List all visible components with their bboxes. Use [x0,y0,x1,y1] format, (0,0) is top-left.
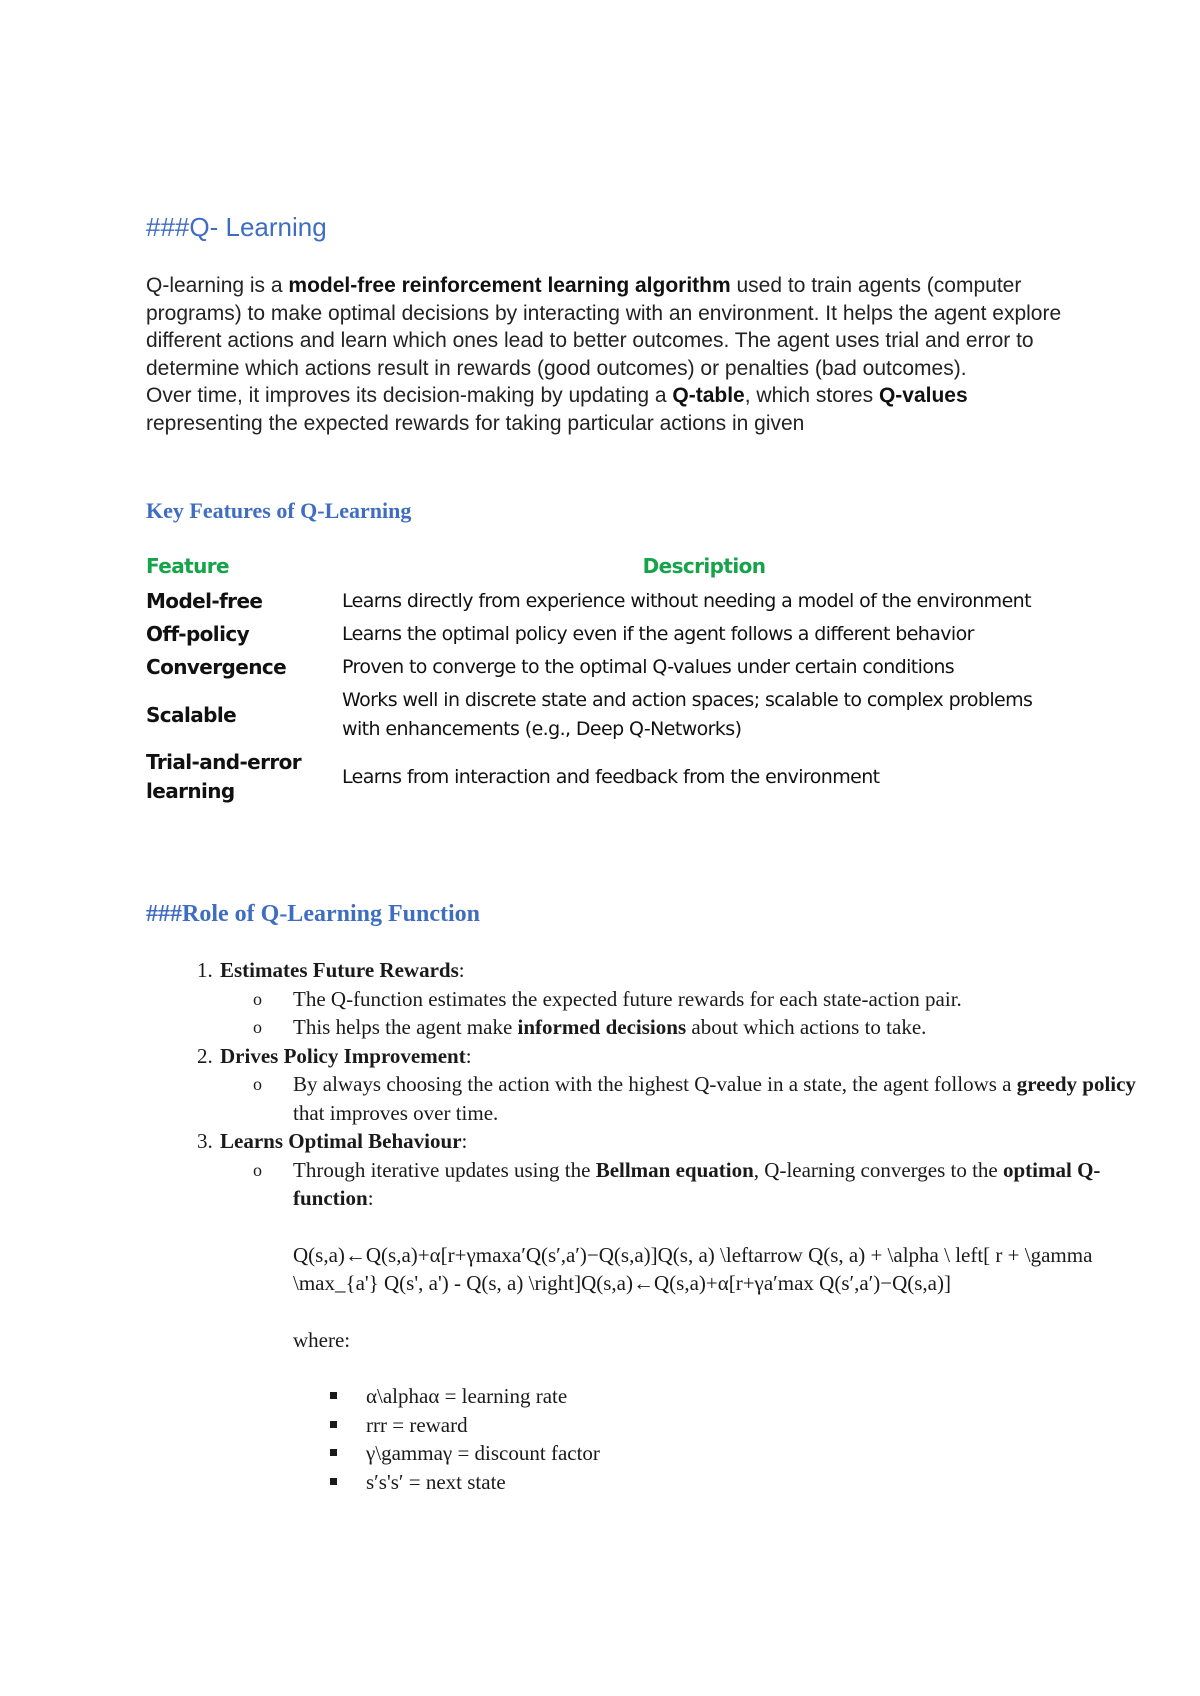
sub-list [220,1070,1138,1127]
feature-cell: Scalable [146,702,237,727]
description-cell: Proven to converge to the optimal Q-values under certain conditions [342,656,955,678]
where-label: where: [293,1327,351,1352]
key-features-heading: Key Features of Q-Learning [146,498,412,523]
description-cell: Learns the optimal policy even if the agent follows a different behavior [342,623,974,645]
feature-column-header: Feature [146,554,229,578]
feature-cell: Convergence [146,655,287,679]
sub-list-item: o Through iterative updates using the Bellman equation, Q-learning converges to the optimal Q-function: Q(s,a)←Q(s,a)+α[r+γmaxa′Q(s′,a′)−Q(s,a)]Q(s, a) \leftarrow Q(s, a) + \alpha \ left[ r + \gamma \max_{a'} Q(s', a') - Q(s, a) \right]Q(s,a)←Q(s,a)+α[r+γa′max Q(s′,a′)−Q(s,a)] where: α\alphaα = learning rate rrr = reward γ\gammaγ = discount factor s′s's′ = next state [293,1156,1138,1497]
bellman-formula: Q(s,a)←Q(s,a)+α[r+γmaxa′Q(s′,a′)−Q(s,a)]Q(s, a) \leftarrow Q(s, a) + \alpha \ left[ r + \gamma \max_{a'} Q(s', a') - Q(s, a) \right]Q(s,a)←Q(s,a)+α[r+γa′max Q(s′,a′)−Q(s,a)] [293,1242,1093,1295]
sub-list [220,1156,1138,1497]
sub-list-item: o This helps the agent make informed decisions about which actions to take. [293,1013,1138,1042]
description-column-header: Description [642,554,766,578]
intro-paragraph-1: Q-learning is a model-free reinforcement learning algorithm used to train agents (computer programs) to make optimal decisions by interacting with an environment. It helps the agent explore different actions and learn which ones lead to better outcomes. The agent uses trial and error to determine which actions result in rewards (good outcomes) or penalties (bad outcomes). [146,274,1062,380]
definition-item: α\alphaα = learning rate [366,1382,1138,1411]
list-item: 1. Estimates Future Rewards: o The Q-function estimates the expected future rewards for each state-action pair. o This helps the agent make informed decisions about which actions to take. [218,956,1138,1042]
table-row [146,620,1066,653]
description-cell: Works well in discrete state and action spaces; scalable to complex problems with enhancements (e.g., Deep Q-Networks) [342,689,1033,740]
definitions-list [293,1382,1138,1496]
list-item: 3. Learns Optimal Behaviour: o Through iterative updates using the Bellman equation, Q-learning converges to the optimal Q-function: Q(s,a)←Q(s,a)+α[r+γmaxa′Q(s′,a′)−Q(s,a)]Q(s, a) \leftarrow Q(s, a) + \alpha \ left[ r + \gamma \max_{a'} Q(s', a') - Q(s, a) \right]Q(s,a)←Q(s,a)+α[r+γa′max Q(s′,a′)−Q(s,a)] where: α\alphaα = learning rate rrr = reward γ\gammaγ = discount factor s′s's′ = next state [218,1127,1138,1496]
square-bullet-icon [330,1478,337,1485]
feature-cell: Off-policy [146,622,250,646]
description-cell: Learns from interaction and feedback from the environment [342,765,880,788]
feature-cell: Model-free [146,589,263,613]
role-heading: ###Role of Q-Learning Function [146,901,480,927]
sub-list-item: o By always choosing the action with the highest Q-value in a state, the agent follows a greedy policy that improves over time. [253,1072,1136,1125]
list-item: 2. Drives Policy Improvement: o By always choosing the action with the highest Q-value in a state, the agent follows a greedy policy that improves over time. [218,1042,1138,1128]
page-title: ###Q- Learning [146,212,327,242]
intro-text [146,272,1076,437]
sub-list [220,985,1138,1042]
table-row [146,748,1066,810]
circle-bullet-icon: o [253,1159,262,1180]
intro-paragraph-2: Over time, it improves its decision-making by updating a Q-table, which stores Q-values representing the expected rewards for taking particular actions in given [146,384,968,435]
table-header-row [146,552,1066,587]
role-list [146,956,1138,1496]
circle-bullet-icon: o [253,1074,262,1094]
table-row [146,653,1066,686]
definition-item: rrr = reward [366,1411,1138,1440]
definition-item: γ\gammaγ = discount factor [366,1439,1138,1468]
square-bullet-icon [330,1449,337,1456]
description-cell: Learns directly from experience without needing a model of the environment [342,590,1031,612]
definition-item: s′s's′ = next state [366,1468,1138,1497]
circle-bullet-icon: o [253,1017,262,1037]
table-row [146,587,1066,620]
circle-bullet-icon: o [253,988,262,1009]
feature-cell: Trial-and-error learning [146,750,302,803]
features-table [146,552,1066,810]
table-row [146,686,1066,748]
square-bullet-icon [330,1421,337,1428]
sub-list-item: o The Q-function estimates the expected future rewards for each state-action pair. [293,985,1138,1014]
square-bullet-icon [330,1392,337,1399]
